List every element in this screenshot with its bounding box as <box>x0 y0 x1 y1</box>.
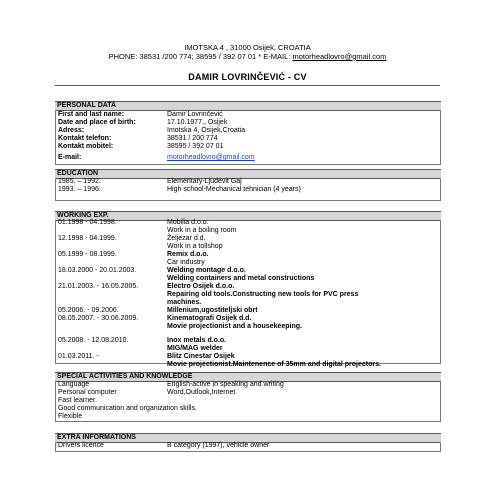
section-education-heading: EDUCATION <box>55 169 441 179</box>
work-date: 05.2008. - 12.08.2010. <box>58 337 129 344</box>
work-entry: Movie projectionist and a housekeeping. <box>167 323 302 330</box>
personal-label-phone: Kontakt telefon: <box>58 135 112 142</box>
personal-label-address: Adress: <box>58 127 85 134</box>
education-value-highschool: High school-Mechanical tehnician (4 years) <box>167 186 301 193</box>
work-date: 21.01.2003. - 16.05.2005. <box>58 283 139 290</box>
work-entry: Welding montage d.o.o. <box>167 267 246 274</box>
personal-value-phone: 38531 / 200 774 <box>167 135 218 142</box>
work-date: 08.05.2007. - 30.06.2009. <box>58 315 139 322</box>
skills-value-language: English-active in speaking and writing <box>167 381 284 388</box>
work-entry: Kinematografi Osijek d.d. <box>167 315 252 322</box>
work-date: 18.03.2000 - 20.01.2003. <box>58 267 137 274</box>
personal-label-name: First and last name: <box>58 111 125 118</box>
work-date: 12.1998 - 04.1999. <box>58 235 117 242</box>
skills-communication: Good communication and organization skills. <box>58 405 197 412</box>
skills-label-computer: Personal computer <box>58 389 117 396</box>
skills-flexible: Flexible <box>58 413 83 420</box>
skills-label-language: Language <box>58 381 90 388</box>
education-value-elementary: Elementary-Ljudevit Gaj <box>167 178 242 185</box>
header-phone: PHONE: 38531 /200 774; 38595 / 392 07 01 * E-MAIL: <box>108 52 293 61</box>
header-email-link[interactable]: motorheadlovro@gmail.com <box>292 52 387 61</box>
extra-value-licence: B category (1997), vehicle owner <box>167 442 270 449</box>
personal-label-mobile: Kontakt mobitel: <box>58 143 114 150</box>
personal-value-birth: 17.10.1977., Osijek <box>167 119 228 126</box>
education-label-highschool: 1993. – 1996. <box>58 186 101 193</box>
section-work-heading: WORKING EXP. <box>55 211 441 221</box>
work-entry: Mobilia d.o.o. <box>167 219 209 226</box>
skills-value-computer: Word,Outlook,Internet <box>167 389 236 396</box>
work-entry: Work in a boiling room <box>167 227 237 234</box>
personal-email-link[interactable]: motorheadlovro@gmail.com <box>167 154 255 161</box>
personal-label-birth: Date and place of birth: <box>58 119 136 126</box>
header-address: IMOTSKA 4 , 31000 Osijek, CROATIA <box>184 43 311 52</box>
work-entry: Remix d.o.o. <box>167 251 209 258</box>
extra-label-licence: Drivers licence <box>58 442 104 449</box>
work-entry: Work in a tollshop <box>167 243 223 250</box>
personal-value-mobile: 38595 / 392 07 01 <box>167 143 224 150</box>
section-extra-heading: EXTRA INFORMATIONS <box>55 433 441 443</box>
work-entry: Millenium,ugostiteljski obrt <box>167 307 258 314</box>
education-label-elementary: 1985. – 1992. <box>58 178 101 185</box>
work-entry: Car industry <box>167 259 205 266</box>
work-entry: Željezar d.d. <box>167 235 206 242</box>
work-entry: Inox metals d.o.o. <box>167 337 227 344</box>
work-date: 05.1999 - 08.1999. <box>58 251 117 258</box>
work-entry: Repairing old tools.Constructing new tools for PVC press <box>167 291 359 298</box>
work-date: 01.1998 - 04.1998. <box>58 219 117 226</box>
work-date: 05.2006. - 09.2006. <box>58 307 119 314</box>
title-rule <box>55 85 440 86</box>
work-entry: Movie projectionist.Maintenence of 35mm and digital projectors. <box>167 361 381 368</box>
work-entry: Welding containers and metal constructions <box>167 275 315 282</box>
section-personal-heading: PERSONAL DATA <box>55 101 441 111</box>
section-skills-heading: SPECIAL ACTIVITIES AND KNOWLEDGE <box>55 372 441 382</box>
skills-fast-learner: Fast learner. <box>58 397 97 404</box>
work-entry: MIG/MAG welder <box>167 345 223 352</box>
personal-label-email: E-mail: <box>58 154 82 161</box>
work-entry: machines. <box>167 299 202 306</box>
cv-title: DAMIR LOVRINČEVIĆ - CV <box>188 72 307 82</box>
personal-value-address: Imotska 4, Osijek,Croatia <box>167 127 246 134</box>
work-entry: Blitz Cinestar Osijek <box>167 353 235 360</box>
work-entry: Electro Osijek d.o.o. <box>167 283 235 290</box>
work-date: 01.03.2011. - <box>58 353 99 360</box>
header-contact <box>0 52 495 61</box>
personal-value-name: Damir Lovrinčević <box>167 111 223 118</box>
